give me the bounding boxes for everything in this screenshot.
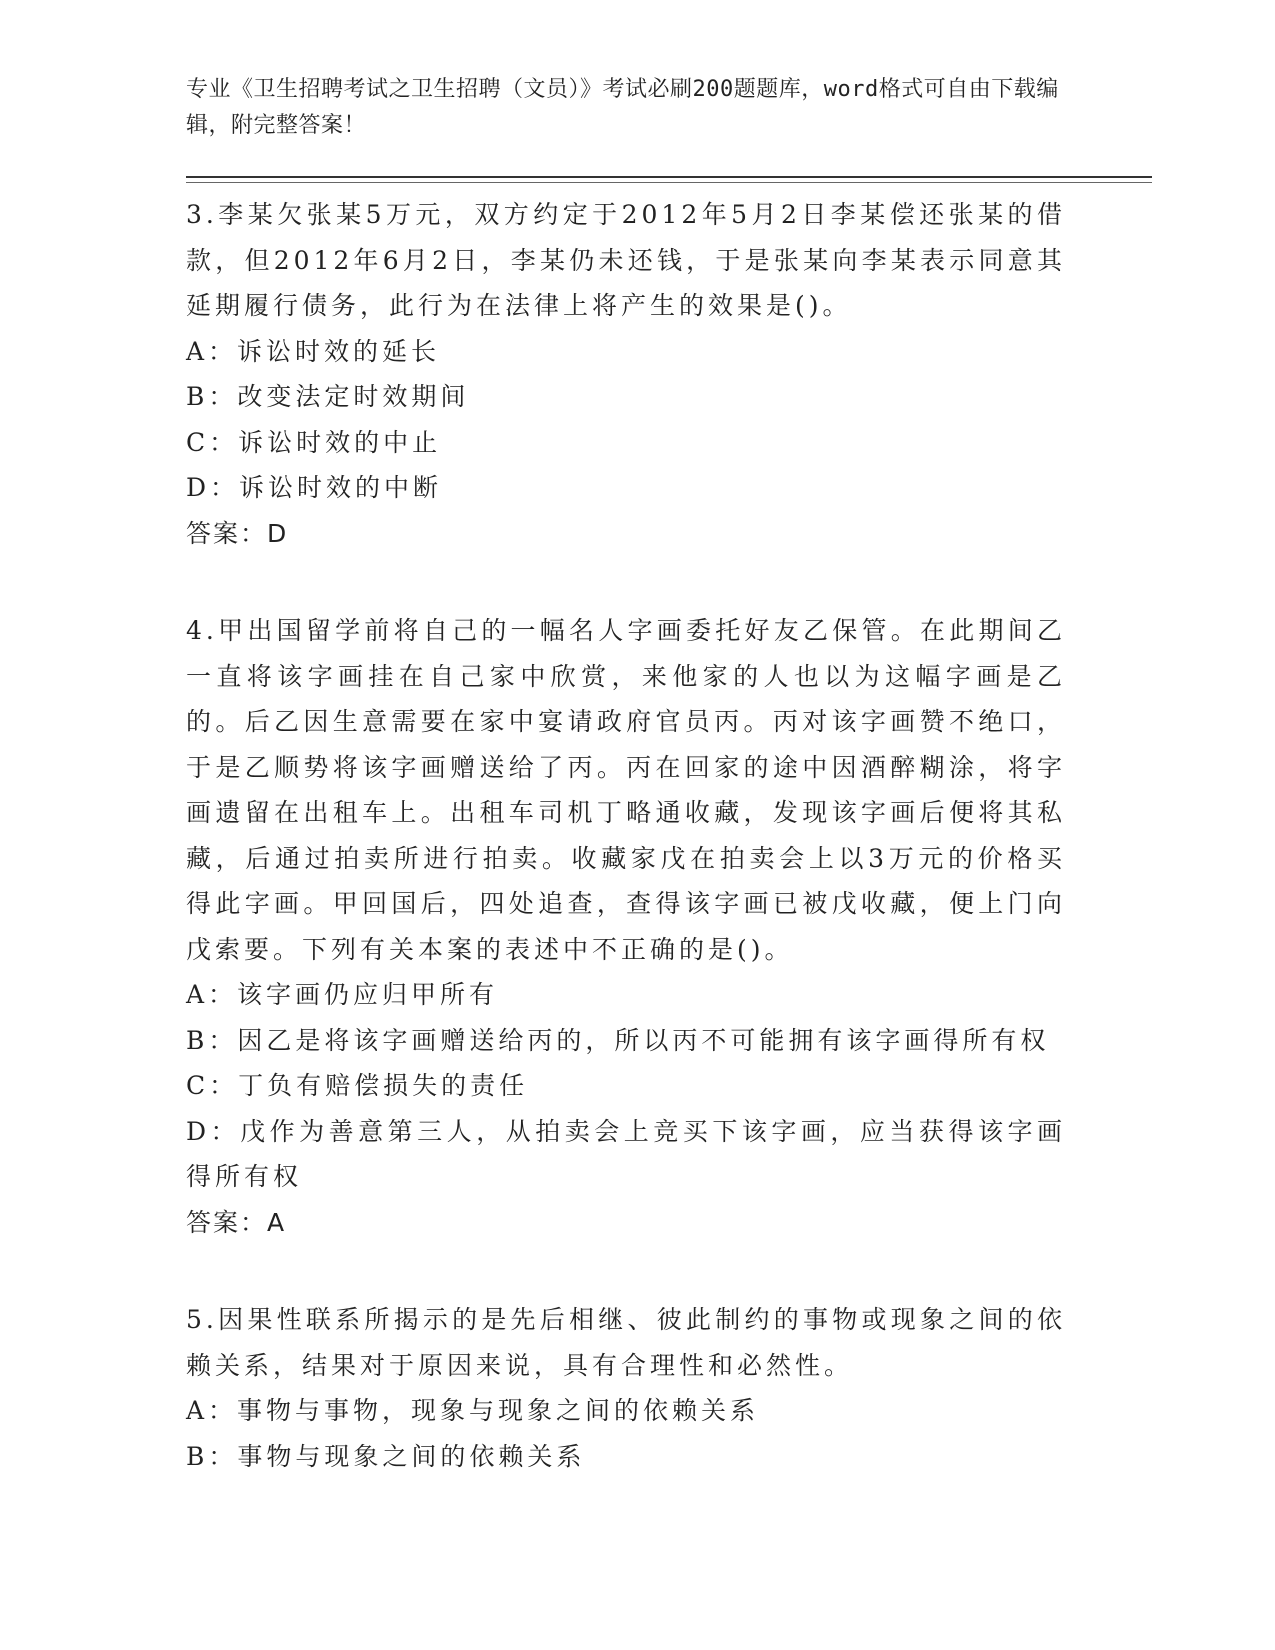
option-b: B：事物与现象之间的依赖关系 [186, 1441, 586, 1471]
question-3 [186, 192, 1066, 556]
option-a: A：诉讼时效的延长 [186, 336, 441, 366]
question-stem: 3.李某欠张某5万元，双方约定于2012年5月2日李某偿还张某的借款，但2012年6月2日，李某仍未还钱，于是张某向李某表示同意其延期履行债务，此行为在法律上将产生的效果是()。 [186, 200, 1066, 320]
question-5 [186, 1297, 1066, 1479]
option-b: B：改变法定时效期间 [186, 382, 470, 411]
option-b: B：因乙是将该字画赠送给丙的，所以丙不可能拥有该字画得所有权 [186, 1025, 1050, 1055]
question-list [186, 192, 1066, 1531]
option-d: D：戊作为善意第三人，从拍卖会上竞买下该字画，应当获得该字画得所有权 [186, 1116, 1066, 1191]
option-a: A：事物与事物，现象与现象之间的依赖关系 [186, 1396, 760, 1425]
question-stem: 5.因果性联系所揭示的是先后相继、彼此制约的事物或现象之间的依赖关系，结果对于原因来说，具有合理性和必然性。 [186, 1305, 1066, 1380]
option-d: D：诉讼时效的中断 [186, 473, 443, 502]
option-a: A：该字画仍应归甲所有 [186, 980, 499, 1009]
header-rule-thin [186, 182, 1152, 183]
question-stem: 4.甲出国留学前将自己的一幅名人字画委托好友乙保管。在此期间乙一直将该字画挂在自己家中欣赏，来他家的人也以为这幅字画是乙的。后乙因生意需要在家中宴请政府官员丙。丙对该字画赞不绝口，于是乙顺势将该字画赠送给了丙。丙在回家的途中因酒醉糊涂，将字画遗留在出租车上。出租车司机丁略通收藏，发现该字画后便将其私藏，后通过拍卖所进行拍卖。收藏家戊在拍卖会上以3万元的价格买得此字画。甲回国后，四处追查，查得该字画已被戊收藏，便上门向戊索要。下列有关本案的表述中不正确的是()。 [186, 616, 1066, 964]
answer-line: 答案：A [186, 1207, 287, 1237]
header-text: 专业《卫生招聘考试之卫生招聘（文员）》考试必刷200题题库，word格式可自由下载编辑，附完整答案！ [186, 77, 1059, 138]
option-c: C：诉讼时效的中止 [186, 427, 442, 457]
answer-line: 答案：D [186, 518, 289, 548]
header-rule-thick [186, 176, 1152, 178]
question-4 [186, 608, 1066, 1245]
document-header [186, 72, 1066, 144]
option-c: C：丁负有赔偿损失的责任 [186, 1071, 529, 1100]
